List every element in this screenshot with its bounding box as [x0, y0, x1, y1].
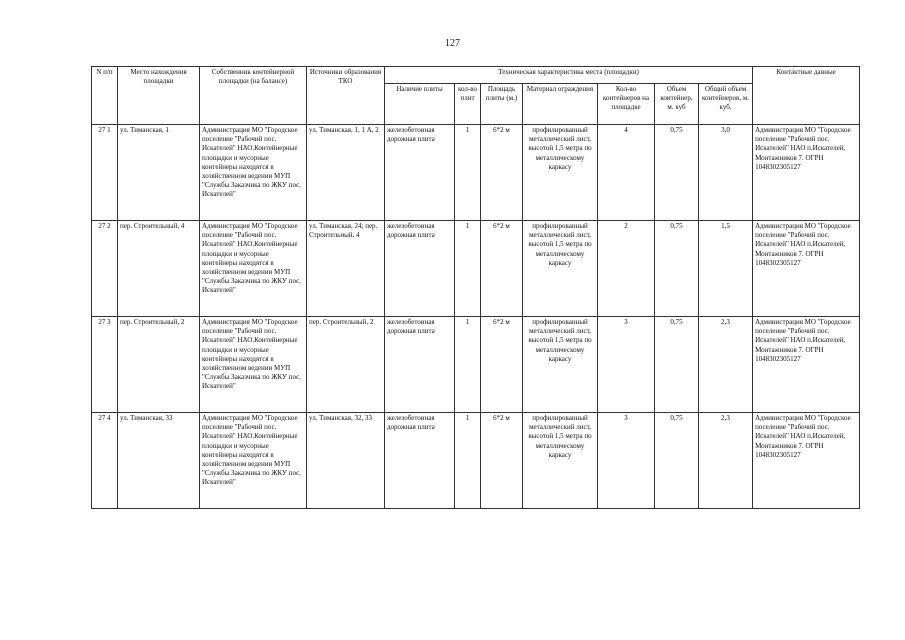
cell-volume: 0,75	[655, 317, 699, 413]
container-sites-table	[91, 66, 860, 509]
cell-volume: 0,75	[655, 413, 699, 509]
header-fence-material: Материал ограждения	[523, 84, 598, 125]
cell-slab-area: 6*2 м	[481, 221, 523, 317]
cell-containers: 4	[598, 125, 655, 221]
header-slab: Наличие плиты	[385, 84, 455, 125]
header-number: N п/п	[92, 67, 118, 125]
cell-sources: ул. Тиманская, 24; пер. Строительный, 4	[307, 221, 385, 317]
cell-containers: 3	[598, 317, 655, 413]
cell-number: 27 4	[92, 413, 118, 509]
header-total-volume: Общий объем контейнеров, м. куб.	[699, 84, 753, 125]
header-location: Место нахождения площадки	[118, 67, 200, 125]
cell-owner: Администрация МО "Городское поселение "Рабочий пос. Искателей" НАО.Контейнерные площадки и мусорные контейнеры находятся в хозяйственном ведении МУП "Службы Заказчика по ЖКУ пос. Искателей"	[200, 317, 307, 413]
cell-slab-area: 6*2 м	[481, 413, 523, 509]
header-tech-characteristics: Техническая характеристика места (площадки)	[385, 67, 753, 84]
cell-location: пер. Строительный, 2	[118, 317, 200, 413]
table-row	[92, 413, 860, 509]
cell-number: 27 3	[92, 317, 118, 413]
cell-total-volume: 2,3	[699, 317, 753, 413]
cell-slab: железобетонная дорожная плита	[385, 413, 455, 509]
cell-slab: железобетонная дорожная плита	[385, 125, 455, 221]
cell-number: 27 1	[92, 125, 118, 221]
cell-owner: Администрация МО "Городское поселение "Рабочий пос. Искателей" НАО.Контейнерные площадки и мусорные контейнеры находятся в хозяйственном ведении МУП "Службы Заказчика по ЖКУ пос. Искателей"	[200, 221, 307, 317]
cell-slab-count: 1	[455, 413, 481, 509]
cell-sources: пер. Строительный, 2	[307, 317, 385, 413]
cell-fence: профилированный металлический лист, высотой 1,5 метра по металлическому каркасу	[523, 413, 598, 509]
table-row	[92, 317, 860, 413]
cell-slab-area: 6*2 м	[481, 125, 523, 221]
cell-location: ул. Тиманская, 1	[118, 125, 200, 221]
cell-contacts: Администрация МО "Городское поселение "Рабочий пос. Искателей" НАО п.Искателей, Монтажников 7. ОГРН 1048302305127	[753, 317, 860, 413]
cell-slab-area: 6*2 м	[481, 317, 523, 413]
cell-contacts: Администрация МО "Городское поселение "Рабочий пос. Искателей" НАО п.Искателей, Монтажников 7. ОГРН 1048302305127	[753, 413, 860, 509]
cell-fence: профилированный металлический лист, высотой 1,5 метра по металлическому каркасу	[523, 221, 598, 317]
cell-owner: Администрация МО "Городское поселение "Рабочий пос. Искателей" НАО.Контейнерные площадки и мусорные контейнеры находятся в хозяйственном ведении МУП "Службы Заказчика по ЖКУ пос. Искателей"	[200, 413, 307, 509]
header-contacts: Контактные данные	[753, 67, 860, 125]
cell-sources: ул. Тиманская, 32, 33	[307, 413, 385, 509]
cell-sources: ул. Тиманская, 1, 1 А, 2	[307, 125, 385, 221]
header-slab-area: Площадь плиты (м.)	[481, 84, 523, 125]
cell-volume: 0,75	[655, 125, 699, 221]
cell-fence: профилированный металлический лист, высотой 1,5 метра по металлическому каркасу	[523, 317, 598, 413]
cell-slab-count: 1	[455, 221, 481, 317]
cell-contacts: Администрация МО "Городское поселение "Рабочий пос. Искателей" НАО п.Искателей, Монтажников 7. ОГРН 1048302305127	[753, 125, 860, 221]
cell-slab: железобетонная дорожная плита	[385, 317, 455, 413]
cell-slab: железобетонная дорожная плита	[385, 221, 455, 317]
cell-fence: профилированный металлический лист, высотой 1,5 метра по металлическому каркасу	[523, 125, 598, 221]
cell-slab-count: 1	[455, 125, 481, 221]
cell-total-volume: 2,3	[699, 413, 753, 509]
cell-total-volume: 3,0	[699, 125, 753, 221]
page-number: 127	[445, 38, 460, 49]
cell-containers: 3	[598, 413, 655, 509]
cell-slab-count: 1	[455, 317, 481, 413]
header-owner: Собственник контейнерной площадки (на балансе)	[200, 67, 307, 125]
header-container-volume: Объем контейнер, м. куб	[655, 84, 699, 125]
cell-contacts: Администрация МО "Городское поселение "Рабочий пос. Искателей" НАО п.Искателей, Монтажников 7. ОГРН 1048302305127	[753, 221, 860, 317]
table-row	[92, 221, 860, 317]
cell-containers: 2	[598, 221, 655, 317]
cell-owner: Администрация МО "Городское поселение "Рабочий пос. Искателей" НАО.Контейнерные площадки и мусорные контейнеры находятся в хозяйственном ведении МУП "Службы Заказчика по ЖКУ пос. Искателей"	[200, 125, 307, 221]
table-row	[92, 125, 860, 221]
header-container-count: Кол-во контейнеров на площадке	[598, 84, 655, 125]
cell-location: ул. Тиманская, 33	[118, 413, 200, 509]
cell-location: пер. Строительный, 4	[118, 221, 200, 317]
header-sources: Источники образования ТКО	[307, 67, 385, 125]
cell-volume: 0,75	[655, 221, 699, 317]
cell-total-volume: 1,5	[699, 221, 753, 317]
header-slab-count: кол-во плит	[455, 84, 481, 125]
cell-number: 27 2	[92, 221, 118, 317]
